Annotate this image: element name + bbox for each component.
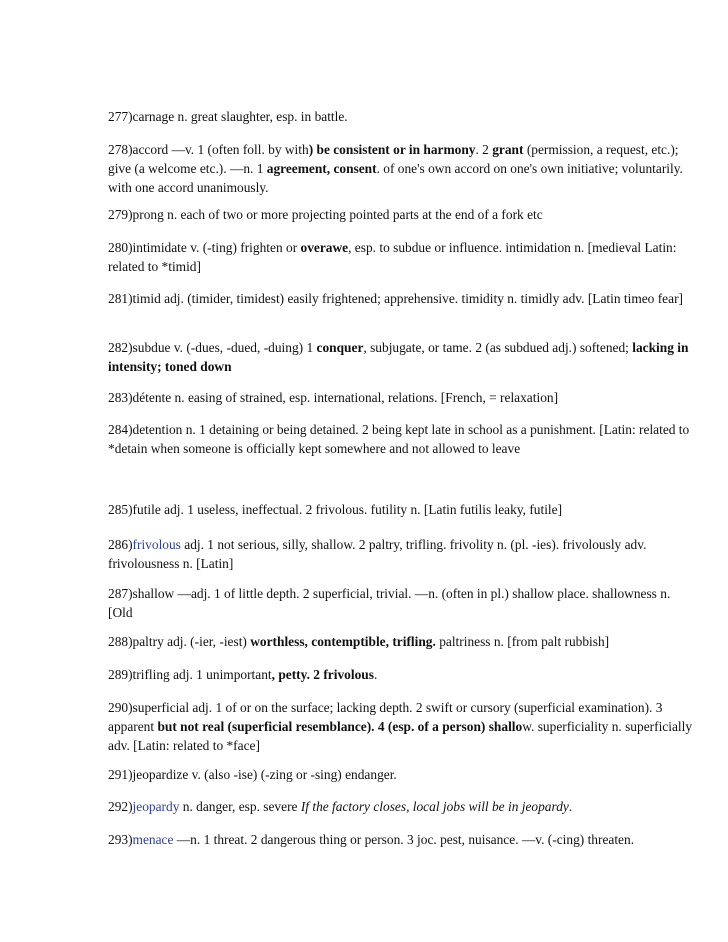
entry-284 <box>108 420 698 458</box>
entry-text: 282)subdue v. (-dues, -dued, -duing) 1 <box>108 340 317 355</box>
entry-text: , esp. to subdue or influence. intimidation n. [medieval Latin: related to *timid] <box>108 240 677 274</box>
entry-280 <box>108 238 698 276</box>
entry-text: w. superficiality n. superficially adv. [Latin: related to *face] <box>108 719 693 753</box>
entry-277 <box>108 107 698 126</box>
entry-283 <box>108 388 698 407</box>
entry-text: . 2 <box>475 142 493 157</box>
entry-293 <box>108 830 698 849</box>
entry-text: adj. 1 not serious, silly, shallow. 2 paltry, trifling. frivolity n. (pl. -ies). frivolously adv. frivolousness n. [Latin] <box>108 537 647 571</box>
entry-281 <box>108 289 698 308</box>
entry-text: n. danger, esp. severe <box>179 799 301 814</box>
entry-text: 292) <box>108 799 133 814</box>
bold-definition: but not real (superficial resemblance). 4 (esp. of a person) shallo <box>157 719 523 734</box>
entry-text: 278)accord —v. 1 (often foll. by with <box>108 142 309 157</box>
entry-text: 283)détente n. easing of strained, esp. international, relations. [French, = relaxation] <box>108 390 559 405</box>
entry-282 <box>108 338 698 376</box>
bold-definition: conquer <box>316 340 364 355</box>
entry-292 <box>108 797 698 816</box>
entry-text: —n. 1 threat. 2 dangerous thing or person. 3 joc. pest, nuisance. —v. (-cing) threaten. <box>173 832 635 847</box>
bold-definition: agreement, consent <box>266 161 377 176</box>
highlighted-headword: menace <box>132 832 174 847</box>
entry-291 <box>108 765 698 784</box>
highlighted-headword: jeopardy <box>132 799 180 814</box>
bold-definition: , petty. 2 frivolous <box>271 667 374 682</box>
entry-text: 293) <box>108 832 133 847</box>
entry-text: paltriness n. [from palt rubbish] <box>435 634 610 649</box>
entry-287 <box>108 584 698 622</box>
entry-text: 279)prong n. each of two or more projecting pointed parts at the end of a fork etc <box>108 207 543 222</box>
bold-definition: grant <box>492 142 524 157</box>
bold-definition: ) be consistent or in harmony <box>308 142 476 157</box>
bold-definition: lacking in intensity; toned down <box>108 340 689 374</box>
entry-text: 280)intimidate v. (-ting) frighten or <box>108 240 301 255</box>
entry-279 <box>108 205 698 224</box>
entry-text: 287)shallow —adj. 1 of little depth. 2 superficial, trivial. —n. (often in pl.) shallow place. shallowness n. [Old <box>108 586 671 620</box>
entry-text: . of one's own accord on one's own initiative; voluntarily. with one accord unanimously. <box>108 161 683 195</box>
entry-text: 285)futile adj. 1 useless, ineffectual. 2 frivolous. futility n. [Latin futilis leaky, futile] <box>108 502 563 517</box>
entry-text: 286) <box>108 537 133 552</box>
highlighted-headword: frivolous <box>132 537 181 552</box>
entry-text: 289)trifling adj. 1 unimportant <box>108 667 272 682</box>
bold-definition: overawe <box>300 240 349 255</box>
bold-definition: worthless, contemptible, trifling. <box>250 634 436 649</box>
example-sentence: If the factory closes, local jobs will be in jeopardy <box>300 799 569 814</box>
entry-290 <box>108 698 698 755</box>
entry-text: , subjugate, or tame. 2 (as subdued adj.) softened; <box>363 340 633 355</box>
entry-278 <box>108 140 698 197</box>
entry-286 <box>108 535 698 573</box>
entry-285 <box>108 500 698 519</box>
entry-text: . <box>373 667 378 682</box>
entry-text: 284)detention n. 1 detaining or being detained. 2 being kept late in school as a punishment. [Latin: related to *detain when someone is officially kept somewhere and not allowed to leave <box>108 422 690 456</box>
entry-text: (permission, a request, etc.); give (a welcome etc.). —n. 1 <box>108 142 679 176</box>
entry-text: . <box>568 799 573 814</box>
entry-text: 291)jeopardize v. (also -ise) (-zing or -sing) endanger. <box>108 767 397 782</box>
entry-text: 277)carnage n. great slaughter, esp. in battle. <box>108 109 348 124</box>
entry-289 <box>108 665 698 684</box>
entry-text: 281)timid adj. (timider, timidest) easily frightened; apprehensive. timidity n. timidly adv. [Latin timeo fear] <box>108 291 683 306</box>
entry-text: 290)superficial adj. 1 of or on the surface; lacking depth. 2 swift or cursory (superficial examination). 3 apparent <box>108 700 663 734</box>
entry-text: 288)paltry adj. (-ier, -iest) <box>108 634 251 649</box>
entry-288 <box>108 632 698 651</box>
